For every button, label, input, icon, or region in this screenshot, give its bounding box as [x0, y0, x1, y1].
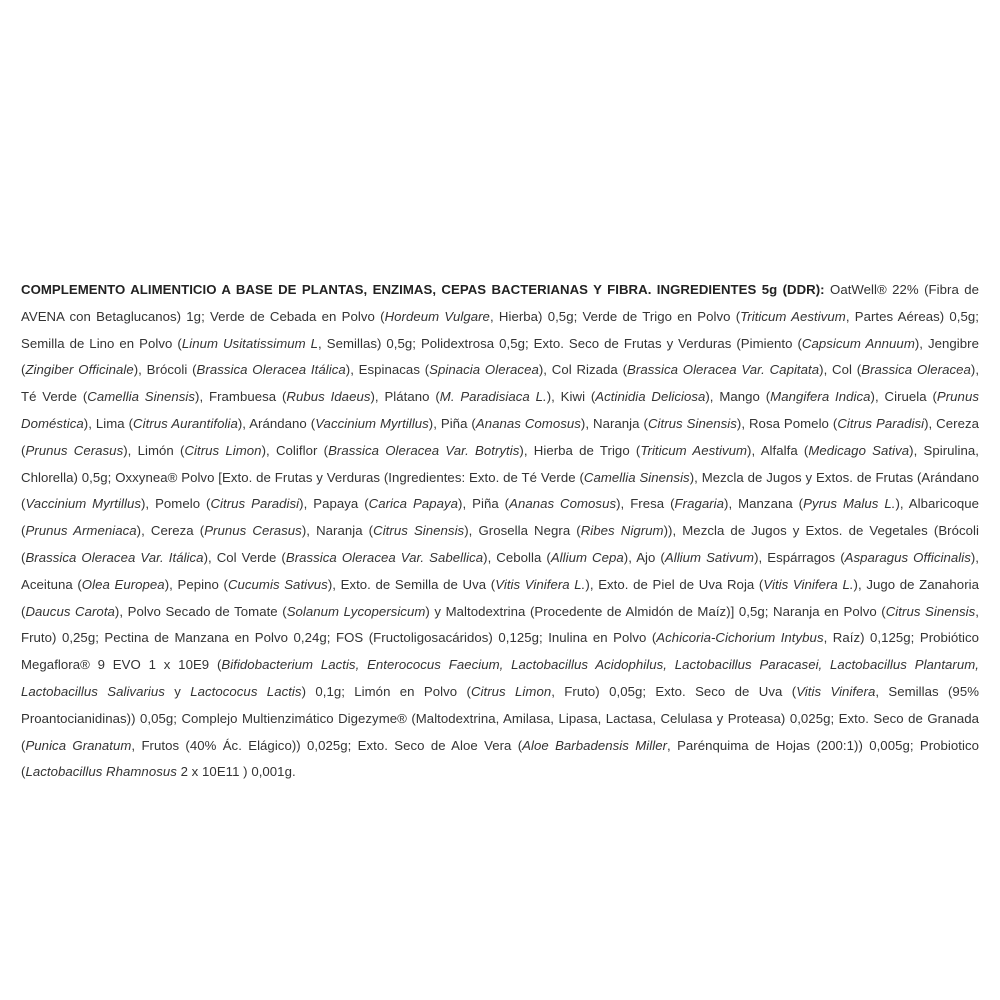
- ingredient-text: ), Kiwi (: [546, 389, 596, 405]
- scientific-name: Lactobacillus Rhamnosus: [25, 764, 177, 780]
- ingredient-text: , Fruto) 0,25g; Pectina de Manzana en Polvo 0,24g; FOS (Fructoligosacáridos) 0,125g; Inulina en Polvo (: [21, 603, 979, 646]
- scientific-name: Citrus Sinensis: [373, 523, 465, 539]
- scientific-name: Allium Cepa: [550, 549, 624, 565]
- ingredient-text: ), Alfalfa (: [747, 442, 809, 458]
- scientific-name: Camellia Sinensis: [87, 389, 196, 405]
- ingredient-text: ), Col Rizada (: [538, 362, 628, 378]
- scientific-name: Brassica Oleracea Var. Sabellica: [285, 549, 484, 565]
- scientific-name: Solanum Lycopersicum: [286, 603, 426, 619]
- ingredient-text: ), Brócoli (: [133, 362, 197, 378]
- scientific-name: Brassica Oleracea Var. Botrytis: [328, 442, 520, 458]
- ingredient-text: OatWell® 22% (Fibra de AVENA con Betaglucanos) 1g; Verde de Cebada en Polvo (: [21, 282, 979, 324]
- scientific-name: Asparagus Officinalis: [844, 549, 971, 565]
- ingredient-text: ) 0,1g; Limón en Polvo (: [301, 683, 471, 699]
- ingredient-text: ), Hierba de Trigo (: [519, 442, 641, 458]
- ingredient-text: ), Naranja (: [580, 415, 648, 431]
- ingredient-text: , Raíz) 0,125g; Probiótico Megaflora® 9 EVO 1 x 10E9 (: [21, 630, 979, 673]
- scientific-name: M. Paradisiaca L.: [439, 389, 547, 405]
- scientific-name: Olea Europea: [81, 576, 165, 592]
- scientific-name: Hordeum Vulgare: [384, 308, 490, 324]
- scientific-name: Cucumis Sativus: [227, 576, 328, 592]
- ingredient-text: , Partes Aéreas) 0,5g; Semilla de Lino en Polvo (: [21, 308, 979, 351]
- ingredient-text: ), Cebolla (: [483, 549, 551, 565]
- ingredient-text: ), Pepino (: [164, 576, 228, 592]
- scientific-name: Citrus Paradisi: [210, 496, 300, 512]
- ingredient-text: ), Grosella Negra (: [464, 523, 581, 539]
- ingredient-text: ) y Maltodextrina (Procedente de Almidón de Maíz)] 0,5g; Naranja en Polvo (: [425, 603, 886, 619]
- scientific-name: Triticum Aestivum: [640, 442, 748, 458]
- ingredient-text: , Semillas (95% Proantocianidinas)) 0,05g; Complejo Multienzimático Digezyme® (Maltodextrina, Amilasa, Lipasa, Lactasa, Celulasa y Proteasa) 0,025g; Exto. Seco de Granada (: [21, 683, 979, 753]
- ingredient-text: , Fruto) 0,05g; Exto. Seco de Uva (: [551, 683, 797, 699]
- scientific-name: Pyrus Malus L.: [803, 496, 896, 512]
- scientific-name: Medicago Sativa: [808, 442, 910, 458]
- ingredient-text: ), Coliflor (: [261, 442, 329, 458]
- scientific-name: Vaccinium Myrtillus: [25, 496, 141, 512]
- scientific-name: Actinidia Deliciosa: [595, 389, 706, 405]
- ingredient-text: ), Papaya (: [299, 496, 369, 512]
- ingredients-list: [21, 282, 979, 779]
- scientific-name: Fragaria: [674, 496, 725, 512]
- scientific-name: Brassica Oleracea: [861, 362, 971, 378]
- ingredient-text: , Hierba) 0,5g; Verde de Trigo en Polvo (: [489, 308, 741, 324]
- ingredient-text: ), Frambuesa (: [195, 389, 287, 405]
- scientific-name: Camellia Sinensis: [583, 469, 690, 485]
- scientific-name: Zingiber Officinale: [25, 362, 134, 378]
- scientific-name: Citrus Aurantifolia: [133, 415, 238, 431]
- scientific-name: Brassica Oleracea Var. Capitata: [627, 362, 820, 378]
- scientific-name: Linum Usitatissimum L: [181, 335, 319, 351]
- ingredients-label: [21, 277, 979, 786]
- scientific-name: Citrus Sinensis: [647, 415, 737, 431]
- ingredient-text: ), Té Verde (: [21, 362, 980, 405]
- scientific-name: Ananas Comosus: [475, 415, 581, 431]
- scientific-name: Citrus Paradisi: [837, 415, 925, 431]
- ingredient-text: ), Rosa Pomelo (: [736, 415, 838, 431]
- scientific-name: Capsicum Annuum: [801, 335, 915, 351]
- ingredient-text: ), Albaricoque (: [21, 496, 980, 539]
- ingredient-text: ), Aceituna (: [21, 549, 980, 592]
- scientific-name: Allium Sativum: [664, 549, 755, 565]
- ingredient-text: ), Mezcla de Jugos y Extos. de Frutas (Arándano (: [21, 469, 979, 512]
- scientific-name: Prunus Cerasus: [25, 442, 124, 458]
- scientific-name: Vitis Vinifera: [796, 683, 876, 699]
- ingredient-text: ), Arándano (: [237, 415, 316, 431]
- ingredient-text: ), Col (: [819, 362, 862, 378]
- ingredient-text: ), Piña (: [428, 415, 476, 431]
- scientific-name: Prunus Doméstica: [21, 389, 979, 431]
- scientific-name: Vitis Vinifera L.: [495, 576, 586, 592]
- ingredient-text: ), Plátano (: [370, 389, 440, 405]
- scientific-name: Citrus Sinensis: [885, 603, 976, 619]
- ingredient-text: y: [164, 683, 191, 699]
- scientific-name: Vaccinium Myrtillus: [315, 415, 429, 431]
- scientific-name: Lactococus Lactis: [190, 683, 302, 699]
- ingredient-text: ), Lima (: [83, 415, 134, 431]
- scientific-name: Citrus Limon: [470, 683, 552, 699]
- ingredient-text: ), Mango (: [705, 389, 771, 405]
- scientific-name: Prunus Armeniaca: [25, 523, 137, 539]
- ingredient-text: , Semillas) 0,5g; Polidextrosa 0,5g; Exto. Seco de Frutas y Verduras (Pimiento (: [318, 335, 802, 351]
- ingredient-text: ), Pomelo (: [140, 496, 211, 512]
- ingredient-text: ), Polvo Secado de Tomate (: [114, 603, 287, 619]
- scientific-name: Spinacia Oleracea: [429, 362, 539, 378]
- scientific-name: Triticum Aestivum: [740, 308, 846, 324]
- scientific-name: Aloe Barbadensis Miller: [522, 737, 668, 753]
- scientific-name: Ribes Nigrum: [580, 523, 664, 539]
- scientific-name: Vitis Vinifera L.: [763, 576, 854, 592]
- scientific-name: Carica Papaya: [368, 496, 459, 512]
- scientific-name: Brassica Oleracea Itálica: [196, 362, 346, 378]
- scientific-name: Daucus Carota: [25, 603, 115, 619]
- ingredients-heading: COMPLEMENTO ALIMENTICIO A BASE DE PLANTAS, ENZIMAS, CEPAS BACTERIANAS Y FIBRA. INGREDIENTES 5g (DDR):: [21, 282, 825, 297]
- ingredient-text: ), Cereza (: [136, 523, 205, 539]
- ingredient-text: , Parénquima de Hojas (200:1)) 0,005g; Probiotico (: [21, 737, 980, 780]
- ingredient-text: ), Espárragos (: [754, 549, 845, 565]
- ingredient-text: ), Exto. de Semilla de Uva (: [327, 576, 496, 592]
- ingredient-text: 2 x 10E11 ) 0,001g.: [176, 764, 296, 780]
- ingredient-text: )), Mezcla de Jugos y Extos. de Vegetales (Brócoli (: [21, 523, 979, 565]
- ingredient-text: , Frutos (40% Ác. Elágico)) 0,025g; Exto. Seco de Aloe Vera (: [131, 737, 523, 753]
- scientific-name: Citrus Limon: [184, 442, 262, 458]
- ingredient-text: ), Exto. de Piel de Uva Roja (: [585, 576, 764, 592]
- scientific-name: Mangifera Indica: [770, 389, 871, 405]
- scientific-name: Punica Granatum: [25, 737, 132, 753]
- ingredient-text: ), Ajo (: [623, 549, 665, 565]
- ingredient-text: ), Fresa (: [616, 496, 675, 512]
- scientific-name: Prunus Cerasus: [204, 523, 302, 539]
- ingredient-text: ), Col Verde (: [203, 549, 286, 565]
- scientific-name: Achicoria-Cichorium Intybus: [656, 630, 824, 646]
- ingredient-text: ), Spirulina, Chlorella) 0,5g; Oxxynea® Polvo [Exto. de Frutas y Verduras (Ingredientes: Exto. de Té Verde (: [21, 442, 979, 485]
- ingredient-text: ), Cereza (: [21, 415, 979, 458]
- scientific-name: Ananas Comosus: [509, 496, 617, 512]
- scientific-name: Rubus Idaeus: [286, 389, 371, 405]
- ingredient-text: ), Espinacas (: [345, 362, 430, 378]
- ingredient-text: ), Jugo de Zanahoria (: [21, 576, 979, 619]
- ingredient-text: ), Jengibre (: [21, 335, 979, 378]
- ingredient-text: ), Piña (: [458, 496, 510, 512]
- ingredient-text: ), Manzana (: [724, 496, 804, 512]
- scientific-name: Brassica Oleracea Var. Itálica: [25, 549, 204, 565]
- ingredient-text: ), Limón (: [123, 442, 185, 458]
- scientific-name: Bifidobacterium Lactis, Enterococus Faecium, Lactobacillus Acidophilus, Lactobacillus Paracasei, Lactobacillus Plantarum, Lactobacillus Salivarius: [21, 657, 979, 699]
- ingredient-text: ), Ciruela (: [870, 389, 937, 405]
- ingredient-text: ), Naranja (: [301, 523, 374, 539]
